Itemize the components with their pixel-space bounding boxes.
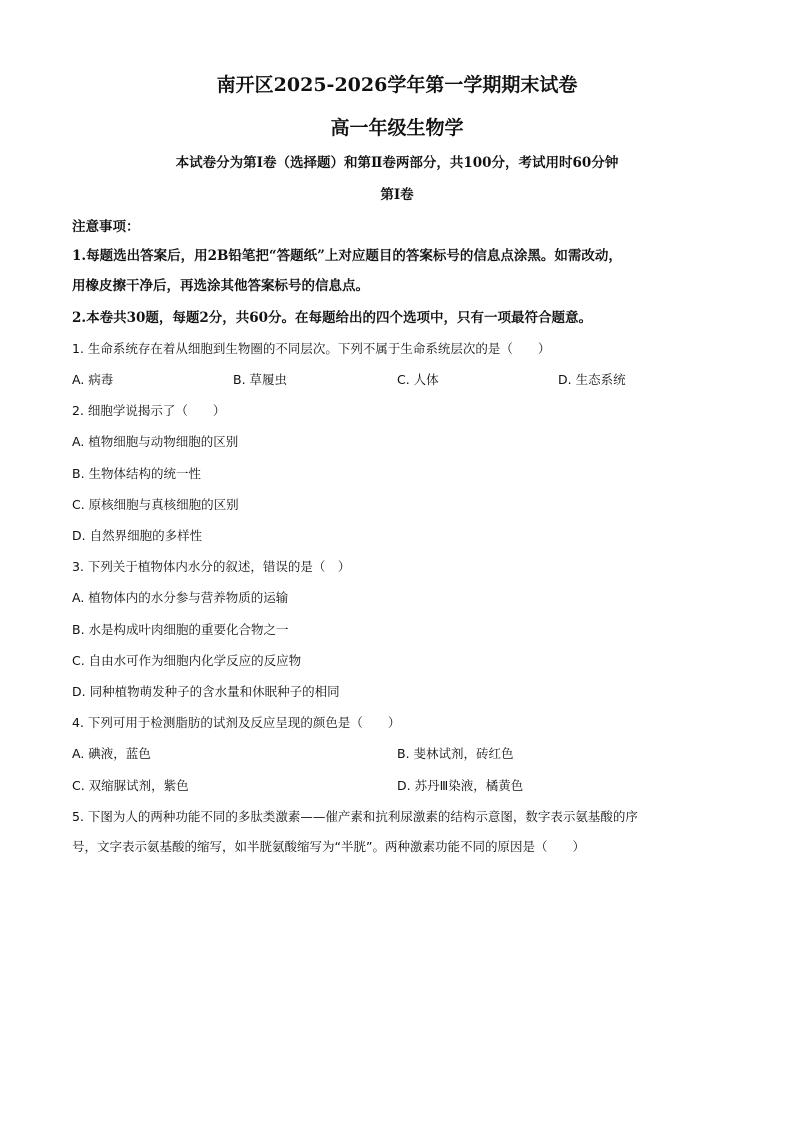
question-4-stem: 4. 下列可用于检测脂肪的试剂及反应呈现的颜色是（ ） [72, 715, 401, 730]
question-4-option-b: B. 斐林试剂，砖红色 [397, 746, 514, 761]
exam-info: 本试卷分为第Ⅰ卷（选择题）和第Ⅱ卷两部分，共100分，考试用时60分钟 [175, 155, 619, 171]
question-2-option-b: B. 生物体结构的统一性 [72, 466, 202, 481]
notice-item-1-line-1: 1.每题选出答案后，用2B铅笔把“答题纸”上对应题目的答案标号的信息点涂黑。如需改动， [72, 248, 622, 264]
section-title: 第Ⅰ卷 [380, 187, 414, 203]
question-1-option-c: C. 人体 [397, 372, 439, 387]
notice-item-1-line-2: 用橡皮擦干净后，再选涂其他答案标号的信息点。 [72, 278, 369, 294]
question-4-option-c: C. 双缩脲试剂，紫色 [72, 778, 189, 793]
question-4-option-a: A. 碘液，蓝色 [72, 746, 151, 761]
notice-heading: 注意事项： [72, 219, 140, 235]
exam-title: 南开区2025-2026学年第一学期期末试卷 [216, 74, 578, 96]
question-1-option-b: B. 草履虫 [233, 372, 288, 387]
exam-subtitle: 高一年级生物学 [330, 117, 464, 139]
question-5-stem-line-1: 5. 下图为人的两种功能不同的多肽类激素——催产素和抗利尿激素的结构示意图，数字表示氨基酸的序 [72, 809, 638, 824]
question-1-stem: 1. 生命系统存在着从细胞到生物圈的不同层次。下列不属于生命系统层次的是（ ） [72, 341, 551, 356]
question-3-option-a: A. 植物体内的水分参与营养物质的运输 [72, 590, 289, 605]
question-3-option-d: D. 同种植物萌发种子的含水量和休眠种子的相同 [72, 684, 340, 699]
question-1-option-d: D. 生态系统 [558, 372, 626, 387]
question-2-option-d: D. 自然界细胞的多样性 [72, 528, 203, 543]
question-2-option-a: A. 植物细胞与动物细胞的区别 [72, 434, 239, 449]
question-3-option-b: B. 水是构成叶肉细胞的重要化合物之一 [72, 622, 289, 637]
question-3-option-c: C. 自由水可作为细胞内化学反应的反应物 [72, 653, 302, 668]
notice-item-2: 2.本卷共30题，每题2分，共60分。在每题给出的四个选项中，只有一项最符合题意。 [72, 310, 593, 326]
question-2-option-c: C. 原核细胞与真核细胞的区别 [72, 497, 239, 512]
question-4-option-d: D. 苏丹Ⅲ染液，橘黄色 [397, 778, 524, 793]
question-1-option-a: A. 病毒 [72, 372, 114, 387]
question-5-stem-line-2: 号，文字表示氨基酸的缩写，如半胱氨酸缩写为“半胱”。两种激素功能不同的原因是（ ） [72, 839, 585, 854]
question-3-stem: 3. 下列关于植物体内水分的叙述，错误的是（ ） [72, 559, 351, 574]
question-2-stem: 2. 细胞学说揭示了（ ） [72, 403, 226, 418]
